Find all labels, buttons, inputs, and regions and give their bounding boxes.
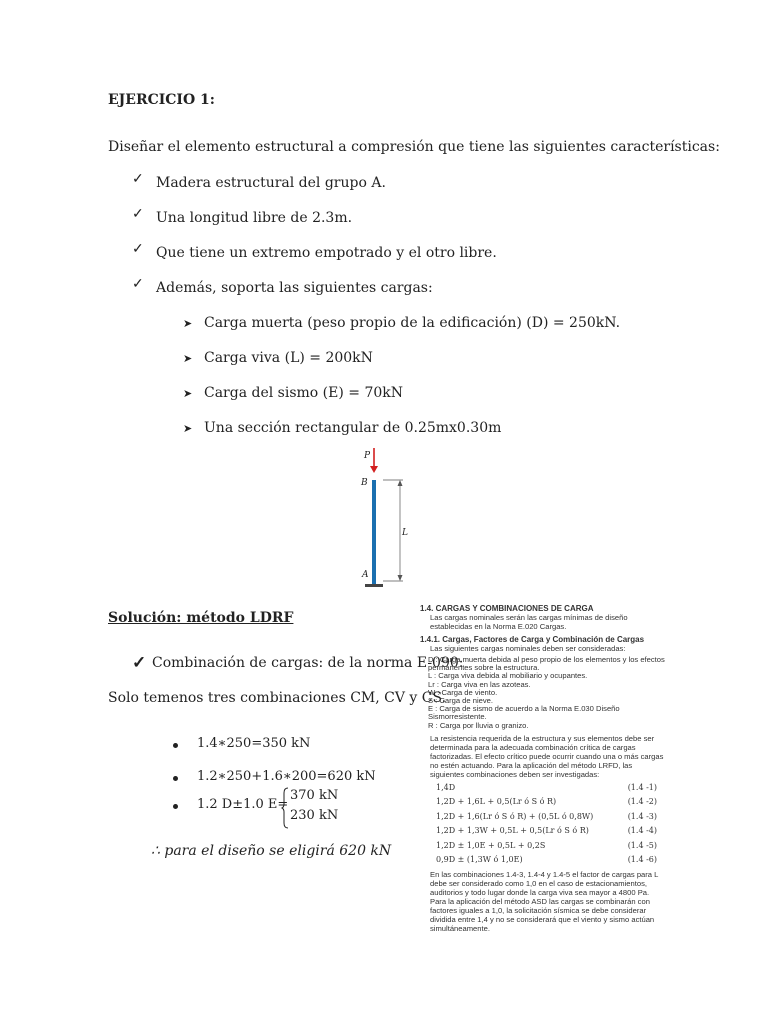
excerpt-paragraph: Las cargas nominales serán las cargas mínimas de diseño establecidas en la Norma E.020 Cargas. bbox=[430, 613, 628, 631]
fixed-support bbox=[365, 584, 383, 587]
combination-text: Combinación de cargas: de la norma E-090: bbox=[152, 655, 464, 671]
conclusion: ∴ para el diseño se eligirá 620 kN bbox=[151, 843, 392, 859]
equation: 1,2D + 1,6(Lr ó S ó R) + (0,5L ó 0,8W) bbox=[436, 811, 594, 821]
solution-title: Solución: método LDRF bbox=[108, 610, 294, 626]
check-item-wood: Madera estructural del grupo A. bbox=[156, 175, 386, 191]
equation-ref: (1.4 -1) bbox=[627, 782, 657, 792]
check-icon: ✓ bbox=[132, 241, 144, 257]
arrow-bullet-icon: ➤ bbox=[183, 352, 193, 365]
bullet bbox=[173, 743, 178, 748]
check-item-length: Una longitud libre de 2.3m. bbox=[156, 210, 353, 226]
intro-text: Diseñar el elemento estructural a compresión que tiene las siguientes características: bbox=[108, 139, 720, 155]
norm-excerpt bbox=[420, 604, 665, 956]
equation: 1,4D bbox=[436, 782, 456, 792]
label-b: B bbox=[361, 478, 368, 488]
column-diagram bbox=[355, 446, 415, 592]
excerpt-paragraph: En las combinaciones 1.4-3, 1.4-4 y 1.4-5 el factor de cargas para L debe ser considerado como 1,0 en el caso de estacionamientos, auditorios y todo lugar donde la carga viva sea mayor a 4800 Pa. bbox=[430, 869, 659, 897]
load-live: Carga viva (L) = 200kN bbox=[204, 350, 373, 366]
load-dead: Carga muerta (peso propio de la edificación) (D) = 250kN. bbox=[204, 315, 621, 331]
equation-ref: (1.4 -2) bbox=[627, 797, 657, 807]
dimension-arrow-down bbox=[398, 575, 403, 581]
exercise-title: EJERCICIO 1: bbox=[108, 92, 215, 108]
equation-ref: (1.4 -4) bbox=[627, 826, 657, 836]
section-dimensions: Una sección rectangular de 0.25mx0.30m bbox=[204, 420, 502, 436]
excerpt-paragraph: Para la aplicación del método ASD las cargas se combinarán con factores iguales a 1,0, la solicitación sísmica se debe considerar dividida entre 1,4 y no se considerará que el viento y sismo actúan simultáneamente. bbox=[430, 896, 655, 933]
legend-item: D : Carga muerta debida al peso propio de los elementos y los efectos permanentes sobre la estructura. bbox=[428, 655, 665, 673]
equation: 1,2D + 1,6L + 0,5(Lr ó S ó R) bbox=[436, 797, 557, 807]
calc-3: 1.2 D±1.0 E= bbox=[197, 797, 289, 812]
equation-row bbox=[420, 839, 665, 854]
check-item-loads: Además, soporta las siguientes cargas: bbox=[156, 280, 433, 296]
calc-2: 1.2∗250+1.6∗200=620 kN bbox=[197, 769, 376, 784]
brace-value-2: 230 kN bbox=[290, 808, 339, 823]
excerpt-heading: 1.4. CARGAS Y COMBINACIONES DE CARGA bbox=[420, 604, 594, 613]
excerpt-subheading: 1.4.1. Cargas, Factores de Carga y Combinación de Cargas bbox=[420, 635, 645, 644]
equation-row bbox=[420, 853, 665, 868]
equation-row bbox=[420, 824, 665, 839]
equation-ref: (1.4 -5) bbox=[627, 840, 657, 850]
label-a: A bbox=[362, 570, 369, 580]
equation: 1,2D + 1,3W + 0,5L + 0,5(Lr ó S ó R) bbox=[436, 826, 589, 836]
check-icon: ✓ bbox=[132, 653, 147, 673]
column-member bbox=[372, 480, 376, 584]
calc-1: 1.4∗250=350 kN bbox=[197, 736, 311, 751]
brace bbox=[281, 787, 289, 829]
legend-item: E : Carga de sismo de acuerdo a la Norma E.030 Diseño Sismorresistente. bbox=[428, 704, 620, 722]
excerpt-paragraph: Las siguientes cargas nominales deben ser consideradas: bbox=[430, 644, 626, 653]
equation-row bbox=[420, 810, 665, 825]
legend-item: R : Carga por lluvia o granizo. bbox=[428, 720, 529, 730]
equation-row bbox=[420, 781, 665, 796]
label-p: P bbox=[364, 451, 371, 461]
brace-value-1: 370 kN bbox=[290, 788, 339, 803]
equation-ref: (1.4 -6) bbox=[627, 855, 657, 865]
equation: 1,2D ± 1,0E + 0,5L + 0,2S bbox=[436, 840, 546, 850]
equation-row bbox=[420, 795, 665, 810]
check-icon: ✓ bbox=[132, 276, 144, 292]
check-item-support: Que tiene un extremo empotrado y el otro libre. bbox=[156, 245, 497, 261]
arrow-bullet-icon: ➤ bbox=[183, 387, 193, 400]
legend-item: Lr : Carga viva en las azoteas. bbox=[428, 679, 531, 689]
dimension-arrow-up bbox=[398, 480, 403, 486]
equation-ref: (1.4 -3) bbox=[627, 811, 657, 821]
bullet bbox=[173, 804, 178, 809]
load-arrow-head bbox=[370, 466, 378, 473]
legend-item: L : Carga viva debida al mobiliario y ocupantes. bbox=[428, 671, 588, 681]
arrow-bullet-icon: ➤ bbox=[183, 317, 193, 330]
equation: 0,9D ± (1,3W ó 1,0E) bbox=[436, 855, 523, 865]
label-l: L bbox=[402, 528, 408, 538]
excerpt-paragraph: La resistencia requerida de la estructura y sus elementos debe ser determinada para la adecuada combinación crítica de cargas factorizadas. El efecto crítico puede ocurrir cuando una o más cargas no estén actuando. Para la aplicación del método LRFD, las siguientes combinaciones deben ser investigadas: bbox=[430, 733, 664, 779]
load-seismic: Carga del sismo (E) = 70kN bbox=[204, 385, 404, 401]
legend-item: W : Carga de viento. bbox=[428, 687, 498, 697]
check-icon: ✓ bbox=[132, 171, 144, 187]
arrow-bullet-icon: ➤ bbox=[183, 422, 193, 435]
check-icon: ✓ bbox=[132, 206, 144, 222]
combinations-note: Solo temenos tres combinaciones CM, CV y CS. bbox=[108, 690, 447, 706]
bullet bbox=[173, 776, 178, 781]
legend-item: S : Carga de nieve. bbox=[428, 696, 494, 706]
